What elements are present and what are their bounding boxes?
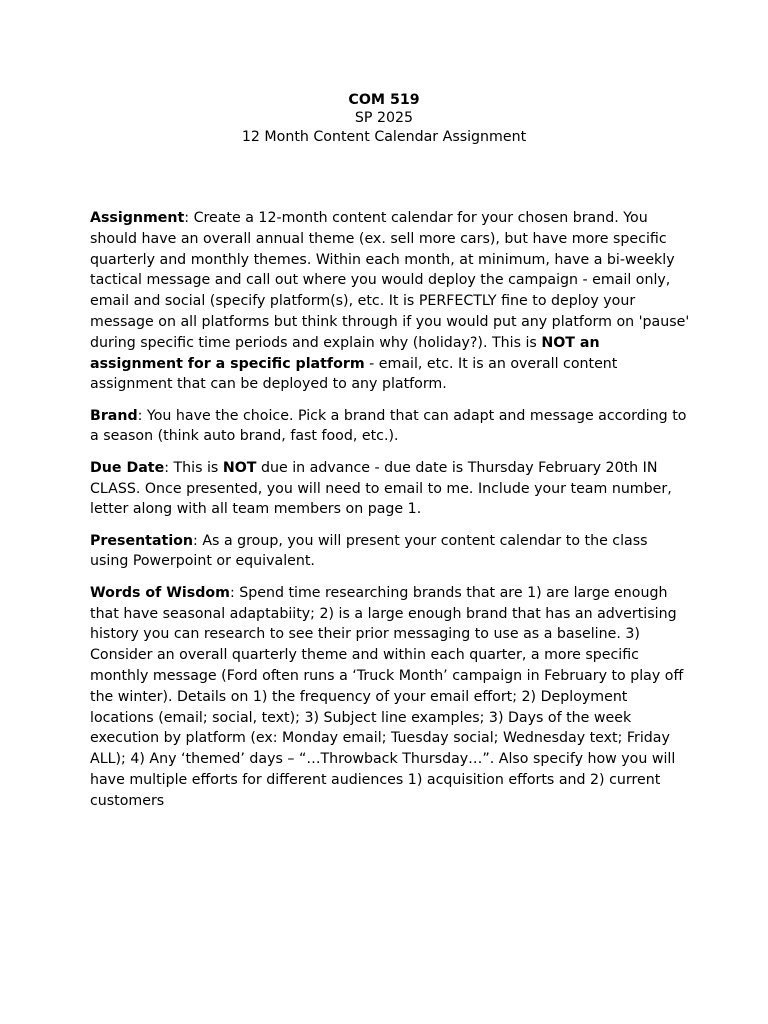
due-date-bold-text: NOT — [222, 459, 257, 476]
document-body — [90, 208, 690, 822]
due-date-text-1: : This is — [164, 459, 223, 476]
presentation-paragraph — [90, 531, 690, 573]
term: SP 2025 — [354, 110, 414, 127]
assignment-bold-text: NOT an assignment for a specific platform — [90, 334, 600, 372]
brand-label: Brand — [90, 407, 138, 424]
wisdom-label: Words of Wisdom — [90, 584, 230, 601]
brand-paragraph — [90, 406, 690, 448]
course-code: COM 519 — [348, 92, 420, 108]
assignment-text-2: - email, etc. It is an overall content assignment that can be deployed to any platform. — [90, 355, 618, 393]
assignment-label: Assignment — [90, 210, 185, 226]
wisdom-paragraph — [90, 583, 690, 812]
due-date-text-2: due in advance - due date is Thursday February 20th IN CLASS. Once presented, you will need to email to me. Include your team number, letter along with all team members on page 1. — [90, 459, 672, 518]
document-header — [0, 91, 768, 146]
brand-text: : You have the choice. Pick a brand that can adapt and message according to a season (think auto brand, fast food, etc.). — [90, 407, 687, 445]
wisdom-text: : Spend time researching brands that are 1) are large enough that have seasonal adaptabiity; 2) is a large enough brand that has an advertising history you can research to see their prior messaging to use as a baseline. 3) Consider an overall quarterly theme and within each quarter, a more specific monthly message (Ford often runs a ‘Truck Month’ campaign in February to play off the winter). Details on 1) the frequency of your email effort; 2) Deployment locations (email; social, text); 3) Subject line examples; 3) Days of the week execution by platform (ex: Monday email; Tuesday social; Wednesday text; Friday ALL); 4) Any ‘themed’ days – “…Throwback Thursday…”. Also specify how you will have multiple efforts for different audiences 1) acquisition efforts and 2) current customers — [90, 584, 684, 809]
assignment-title: 12 Month Content Calendar Assignment — [241, 128, 527, 145]
presentation-text: : As a group, you will present your content calendar to the class using Powerpoint or equivalent. — [90, 532, 648, 570]
presentation-label: Presentation — [90, 532, 194, 549]
due-date-label: Due Date — [90, 459, 165, 476]
assignment-paragraph — [90, 208, 690, 395]
due-date-paragraph — [90, 458, 690, 520]
assignment-text-1: : Create a 12-month content calendar for your chosen brand. You should have an overall annual theme (ex. sell more cars), but have more specific quarterly and monthly themes. Within each month, at minimum, have a bi-weekly tactical message and call out where you would deploy the campaign - email only, email and social (specify platform(s), etc. It is PERFECTLY fine to deploy your message on all platforms but think through if you would put any platform on 'pause' during specific time periods and explain why (holiday?). This is — [90, 210, 690, 351]
